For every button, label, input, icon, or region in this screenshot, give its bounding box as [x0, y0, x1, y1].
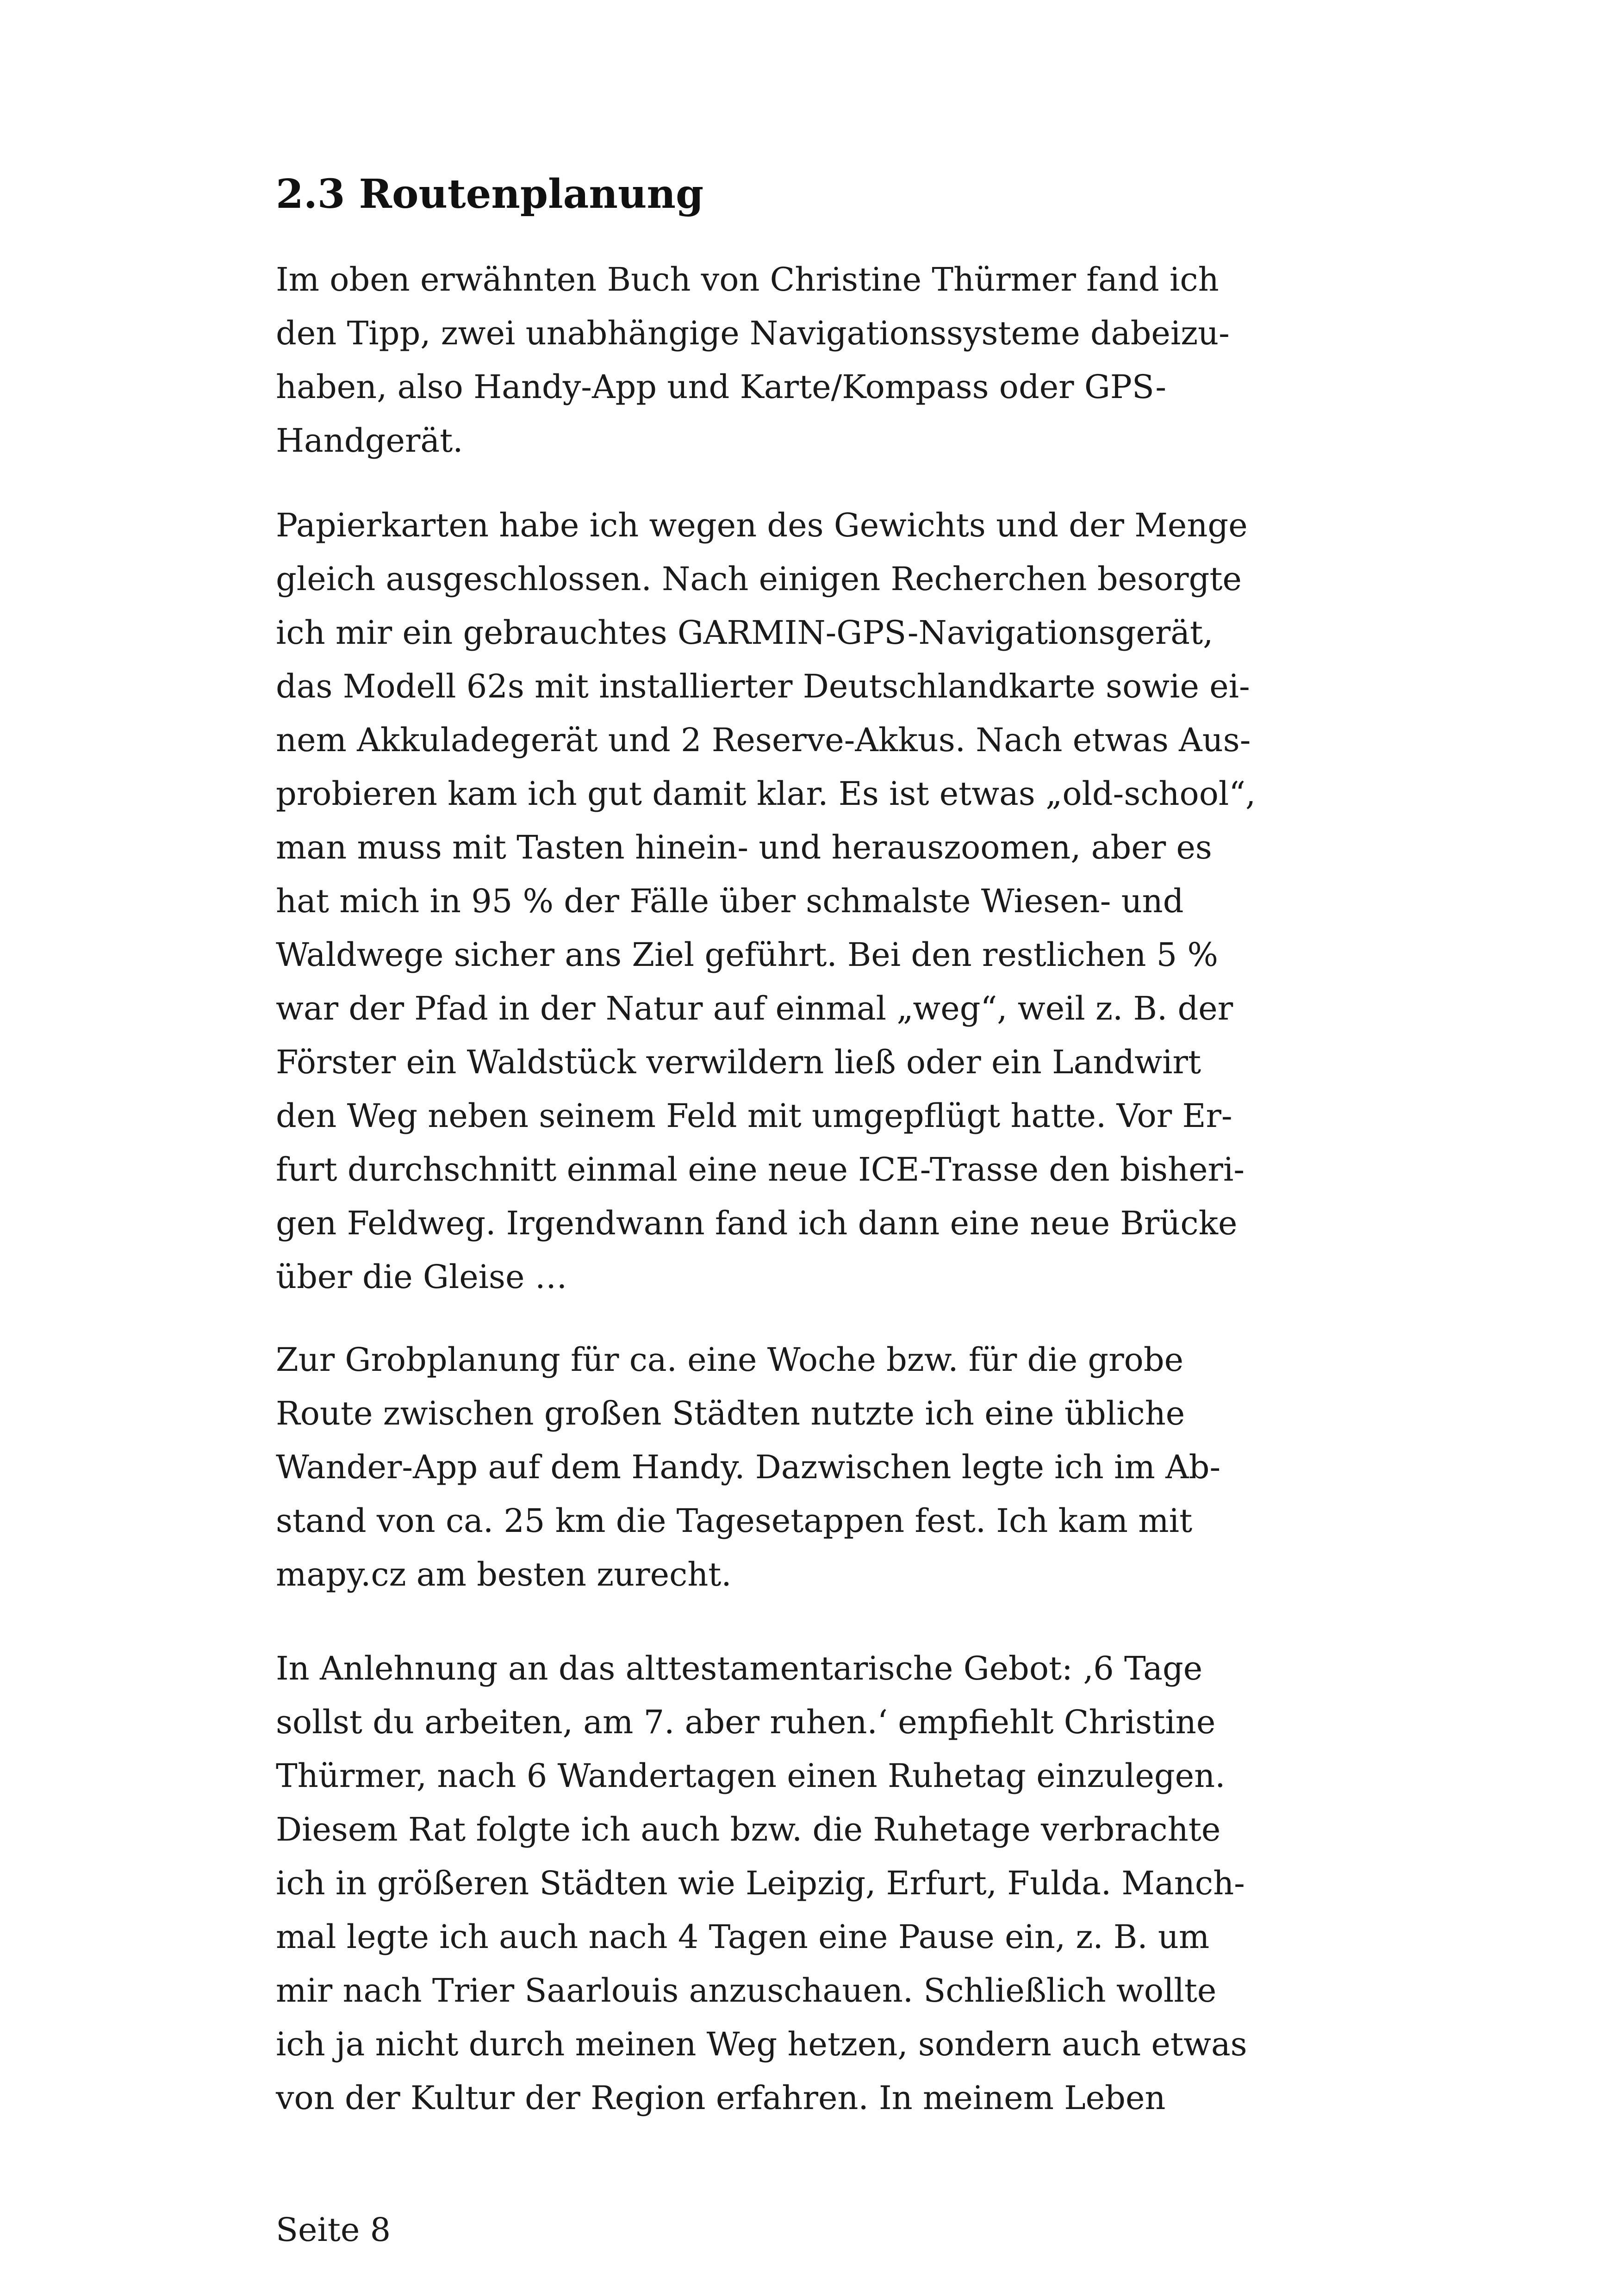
paragraph-line: nem Akkuladegerät und 2 Reserve-Akkus. Nach etwas Aus-	[276, 721, 1251, 759]
paragraph-3	[276, 1333, 1387, 1601]
paragraph-line: ich mir ein gebrauchtes GARMIN-GPS-Navigationsgerät,	[276, 614, 1214, 652]
paragraph-line: Wander-App auf dem Handy. Dazwischen legte ich im Ab-	[276, 1448, 1221, 1486]
paragraph-line: In Anlehnung an das alttestamentarische Gebot: ‚6 Tage	[276, 1649, 1203, 1687]
paragraph-line: Zur Grobplanung für ca. eine Woche bzw. für die grobe	[276, 1341, 1184, 1379]
paragraph-line: man muss mit Tasten hinein- und herauszoomen, aber es	[276, 828, 1212, 866]
paragraph-line: haben, also Handy-App und Karte/Kompass oder GPS-	[276, 368, 1167, 406]
paragraph-line: sollst du arbeiten, am 7. aber ruhen.‘ empfiehlt Christine	[276, 1703, 1216, 1741]
paragraph-line: gleich ausgeschlossen. Nach einigen Recherchen besorgte	[276, 560, 1242, 598]
paragraph-line: über die Gleise …	[276, 1258, 567, 1296]
paragraph-line: das Modell 62s mit installierter Deutschlandkarte sowie ei-	[276, 667, 1250, 705]
paragraph-line: den Tipp, zwei unabhängige Navigationssysteme dabeizu-	[276, 314, 1230, 352]
paragraph-line: hat mich in 95 % der Fälle über schmalste Wiesen- und	[276, 882, 1184, 920]
paragraph-line: Diesem Rat folgte ich auch bzw. die Ruhetage verbrachte	[276, 1811, 1221, 1848]
paragraph-line: war der Pfad in der Natur auf einmal „weg“, weil z. B. der	[276, 989, 1233, 1027]
paragraph-line: Im oben erwähnten Buch von Christine Thürmer fand ich	[276, 261, 1219, 299]
section-heading: 2.3 Routenplanung	[276, 171, 704, 218]
paragraph-line: Förster ein Waldstück verwildern ließ oder ein Landwirt	[276, 1043, 1201, 1081]
paragraph-line: ich in größeren Städten wie Leipzig, Erfurt, Fulda. Manch-	[276, 1864, 1245, 1902]
paragraph-line: stand von ca. 25 km die Tagesetappen fest. Ich kam mit	[276, 1502, 1193, 1540]
paragraph-line: furt durchschnitt einmal eine neue ICE-Trasse den bisheri-	[276, 1151, 1245, 1188]
paragraph-line: mapy.cz am besten zurecht.	[276, 1556, 732, 1593]
paragraph-2	[276, 498, 1387, 1304]
paragraph-1	[276, 253, 1387, 467]
paragraph-line: gen Feldweg. Irgendwann fand ich dann eine neue Brücke	[276, 1204, 1238, 1242]
paragraph-line: den Weg neben seinem Feld mit umgepflügt hatte. Vor Er-	[276, 1097, 1232, 1135]
paragraph-line: probieren kam ich gut damit klar. Es ist etwas „old-school“,	[276, 775, 1256, 813]
paragraph-line: mal legte ich auch nach 4 Tagen eine Pause ein, z. B. um	[276, 1918, 1210, 1956]
paragraph-line: Handgerät.	[276, 422, 463, 460]
paragraph-line: Waldwege sicher ans Ziel geführt. Bei den restlichen 5 %	[276, 936, 1218, 974]
paragraph-line: Papierkarten habe ich wegen des Gewichts und der Menge	[276, 506, 1248, 544]
paragraph-4	[276, 1642, 1387, 2125]
paragraph-line: Thürmer, nach 6 Wandertagen einen Ruhetag einzulegen.	[276, 1757, 1226, 1795]
paragraph-line: mir nach Trier Saarlouis anzuschauen. Schließlich wollte	[276, 1972, 1217, 2010]
paragraph-line: von der Kultur der Region erfahren. In meinem Leben	[276, 2079, 1166, 2117]
paragraph-line: Route zwischen großen Städten nutzte ich eine übliche	[276, 1394, 1185, 1432]
page-number: Seite 8	[276, 2211, 391, 2249]
paragraph-line: ich ja nicht durch meinen Weg hetzen, sondern auch etwas	[276, 2025, 1247, 2063]
